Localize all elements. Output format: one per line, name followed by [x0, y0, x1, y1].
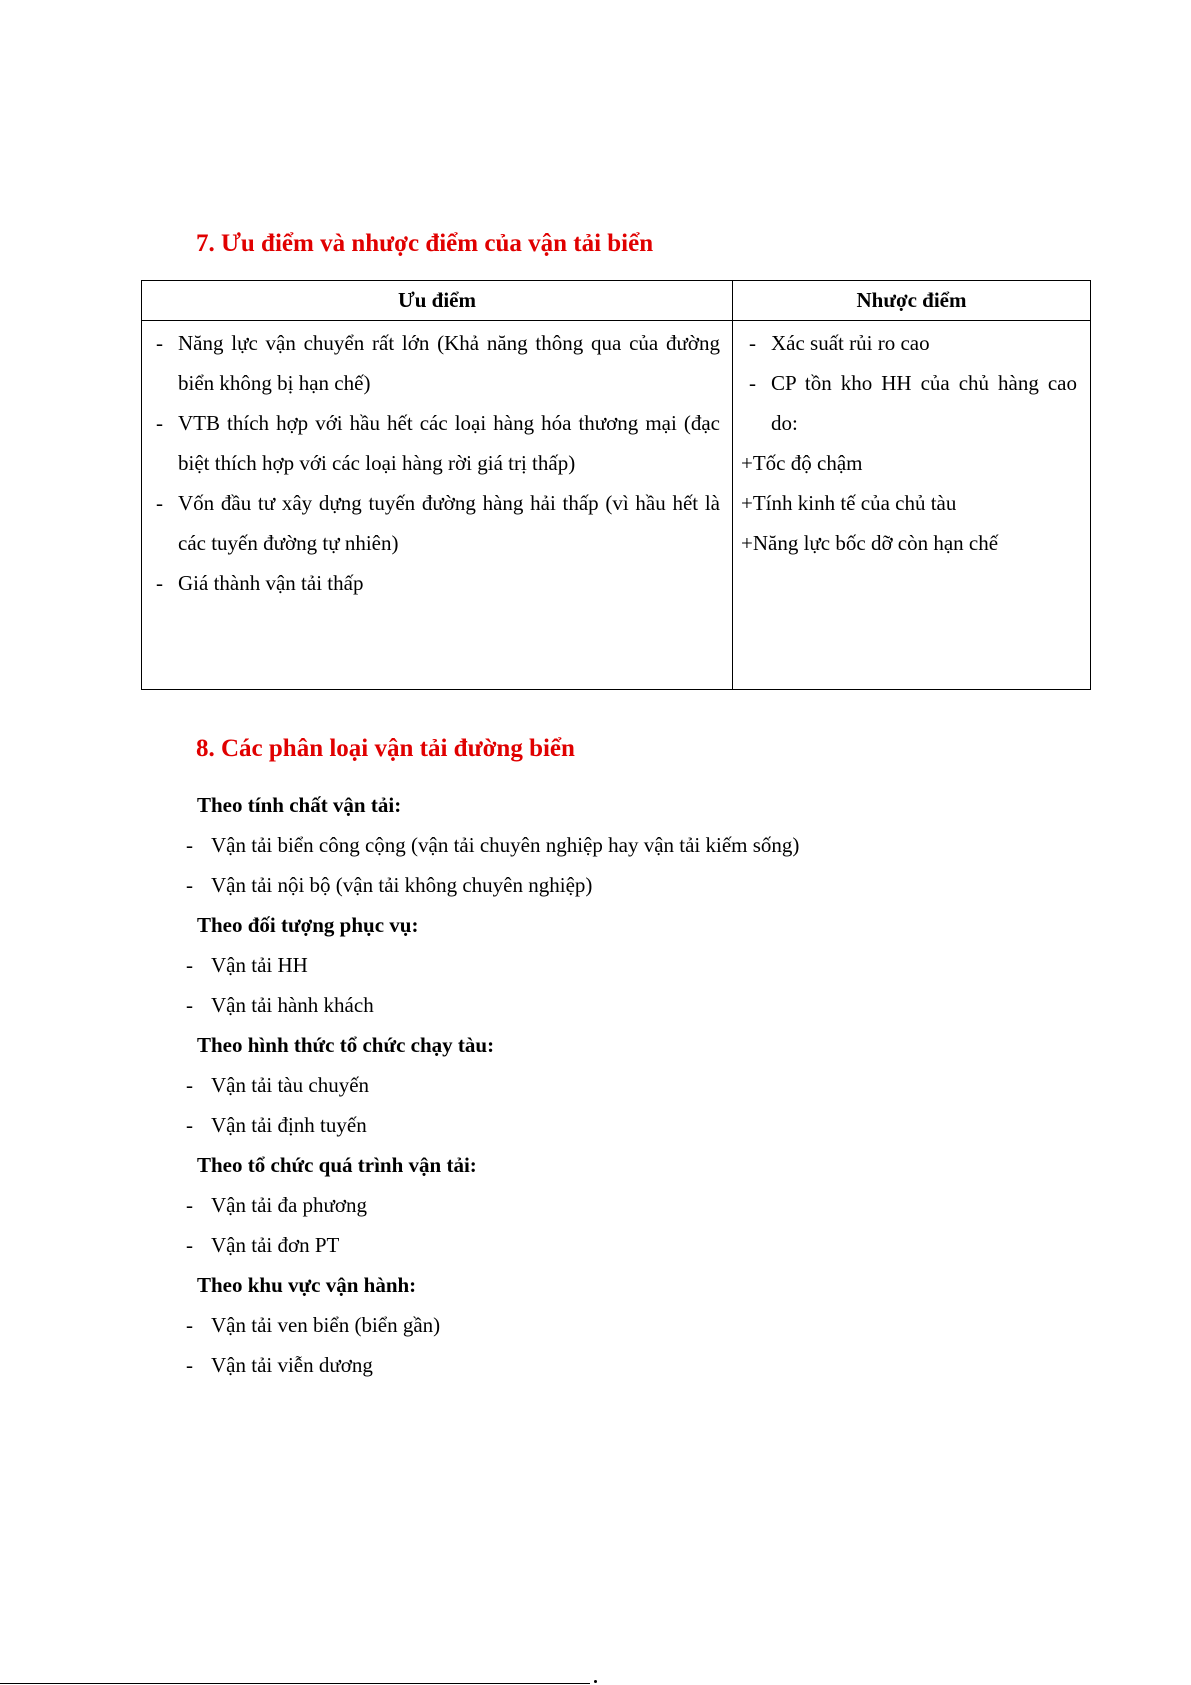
list-item-text: Vận tải HH [211, 953, 308, 977]
list-item: - Vận tải nội bộ (vận tải không chuyên nghiệp) [186, 865, 1086, 905]
group-title: Theo tính chất vận tải: [197, 793, 402, 817]
list-item-text: Vận tải biển công cộng (vận tải chuyên nghiệp hay vận tải kiếm sống) [211, 833, 800, 857]
cons-list [733, 321, 1090, 443]
list-item: - Năng lực vận chuyển rất lớn (Khả năng thông qua của đường biển không bị hạn chế) [156, 323, 720, 403]
pros-header: Ưu điểm [142, 281, 733, 321]
footer-divider [0, 1683, 590, 1684]
list-item: - VTB thích hợp với hầu hết các loại hàng hóa thương mại (đạc biệt thích hợp với các loại hàng rời giá trị thấp) [156, 403, 720, 483]
list-item: - Vận tải biển công cộng (vận tải chuyên nghiệp hay vận tải kiếm sống) [186, 825, 1086, 865]
cons-sub-item: +Năng lực bốc dỡ còn hạn chế [741, 531, 999, 555]
list-item-text: Vận tải định tuyến [211, 1113, 367, 1137]
footer-dot [594, 1680, 597, 1683]
list-item: - Vận tải định tuyến [186, 1105, 1086, 1145]
pros-item-text: Năng lực vận chuyển rất lớn (Khả năng thông qua của đường biển không bị hạn chế) [178, 331, 720, 395]
list-item: - Vận tải hành khách [186, 985, 1086, 1025]
pros-cons-table [141, 280, 1091, 690]
group-title: Theo đối tượng phục vụ: [197, 913, 419, 937]
list-item: - CP tồn kho HH của chủ hàng cao do: [749, 363, 1077, 443]
pros-item-text: VTB thích hợp với hầu hết các loại hàng hóa thương mại (đạc biệt thích hợp với các loại hàng rời giá trị thấp) [178, 411, 720, 475]
cons-cell [733, 321, 1091, 690]
list-item-text: Vận tải đơn PT [211, 1233, 340, 1257]
list-item-text: Vận tải đa phương [211, 1193, 368, 1217]
list-item: - Vận tải ven biển (biển gần) [186, 1305, 1086, 1345]
group-title: Theo khu vực vận hành: [197, 1273, 417, 1297]
list-item: - Vận tải đa phương [186, 1185, 1086, 1225]
list-item: - Xác suất rủi ro cao [749, 323, 1077, 363]
table-body-row [142, 321, 1091, 690]
pros-item-text: Giá thành vận tải thấp [178, 571, 364, 595]
pros-item-text: Vốn đầu tư xây dựng tuyến đường hàng hải thấp (vì hầu hết là các tuyến đường tự nhiên) [178, 491, 720, 555]
list-item: - Vận tải đơn PT [186, 1225, 1086, 1265]
list-item-text: Vận tải nội bộ (vận tải không chuyên nghiệp) [211, 873, 593, 897]
group-title: Theo hình thức tổ chức chạy tàu: [197, 1033, 495, 1057]
list-item-text: Vận tải tàu chuyến [211, 1073, 370, 1097]
group-title: Theo tổ chức quá trình vận tải: [197, 1153, 477, 1177]
cons-item-text: Xác suất rủi ro cao [771, 331, 930, 355]
list-item: - Vận tải HH [186, 945, 1086, 985]
list-item-text: Vận tải ven biển (biển gần) [211, 1313, 441, 1337]
list-item: - Giá thành vận tải thấp [156, 563, 720, 603]
cons-sub-item: +Tính kinh tế của chủ tàu [741, 491, 957, 515]
section-7-title: 7. Ưu điểm và nhược điểm của vận tải biển [196, 230, 654, 257]
cons-item-text: CP tồn kho HH của chủ hàng cao do: [771, 371, 1077, 435]
cons-header: Nhược điểm [733, 281, 1091, 321]
table-header-row [142, 281, 1091, 321]
pros-list [142, 321, 732, 603]
list-item: - Vốn đầu tư xây dựng tuyến đường hàng hải thấp (vì hầu hết là các tuyến đường tự nhiên) [156, 483, 720, 563]
cons-sub-item: +Tốc độ chậm [741, 451, 863, 475]
pros-cell [142, 321, 733, 690]
list-item: - Vận tải tàu chuyến [186, 1065, 1086, 1105]
section-8-title: 8. Các phân loại vận tải đường biển [196, 735, 575, 762]
list-item: - Vận tải viễn dương [186, 1345, 1086, 1385]
list-item-text: Vận tải viễn dương [211, 1353, 373, 1377]
list-item-text: Vận tải hành khách [211, 993, 374, 1017]
classification-list [186, 785, 1086, 1385]
